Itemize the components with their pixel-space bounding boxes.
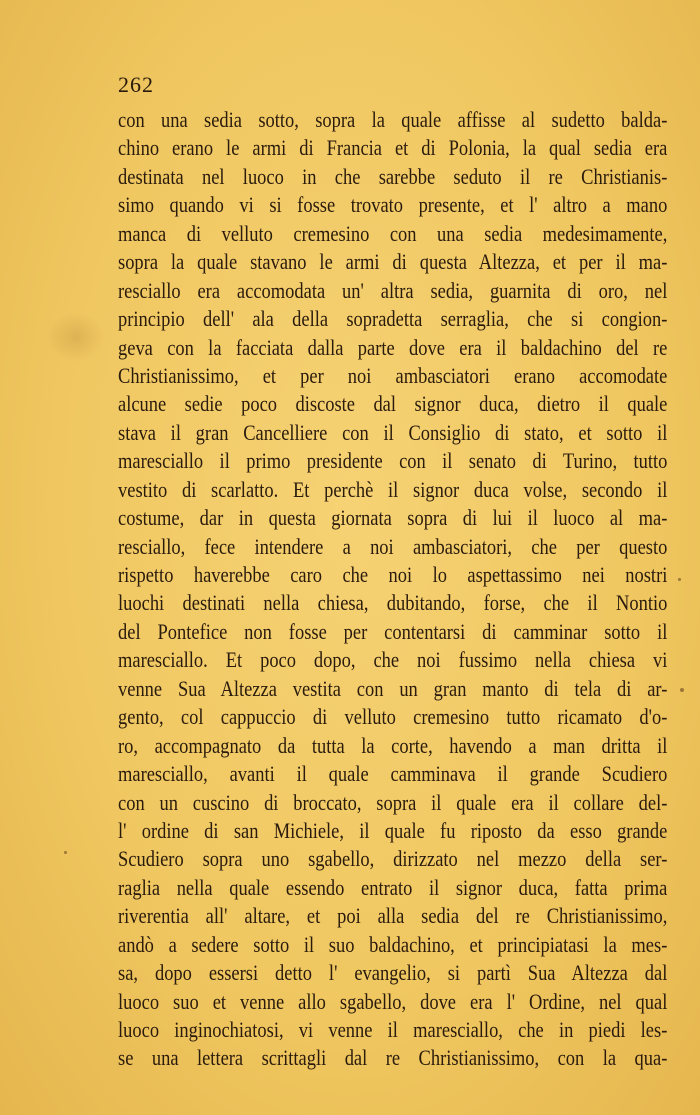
text-line: resciallo, fece intendere a noi ambasciatori, che per questo [118, 533, 668, 559]
text-line: destinata nel luoco in che sarebbe seduto il re Christianis- [118, 163, 668, 189]
text-line: venne Sua Altezza vestita con un gran manto di tela di ar- [118, 675, 668, 701]
ink-speck [64, 851, 67, 854]
text-line: gento, col cappuccio di velluto cremesino tutto ricamato d'o- [118, 704, 668, 730]
text-line: ro, accompagnato da tutta la corte, havendo a man dritta il [118, 732, 668, 758]
text-line: rispetto haverebbe caro che noi lo aspettassimo nei nostri [118, 562, 668, 587]
text-line: costume, dar in questa giornata sopra di lui il luoco al ma- [118, 505, 668, 531]
page-number: 262 [118, 72, 154, 97]
text-line: vestito di scarlatto. Et perchè il signor duca volse, secondo il [118, 476, 668, 502]
text-line: l' ordine di san Michiele, il quale fu riposto da esso grande [118, 817, 668, 843]
text-line: geva con la facciata dalla parte dove era il baldachino del re [118, 334, 668, 360]
text-line: con un cuscino di broccato, sopra il quale era il collare del- [118, 789, 668, 815]
text-line: luochi destinati nella chiesa, dubitando, forse, che il Nontio [118, 590, 668, 616]
text-line: manca di velluto cremesino con una sedia medesimamente, [118, 220, 668, 246]
text-line: principio dell' ala della sopradetta serraglia, che si congion- [118, 306, 668, 332]
text-line: maresciallo. Et poco dopo, che noi fussimo nella chiesa vi [118, 647, 668, 673]
text-line: sopra la quale stavano le armi di questa Altezza, et per il ma- [118, 249, 668, 275]
text-line: maresciallo il primo presidente con il senato di Turino, tutto [118, 448, 668, 474]
text-line: luoco suo et venne allo sgabello, dove era l' Ordine, nel qual [118, 988, 668, 1014]
text-line: luoco inginochiatosi, vi venne il maresciallo, che in piedi les- [118, 1017, 668, 1042]
text-line: Christianissimo, et per noi ambasciatori erano accomodate [118, 362, 668, 388]
text-line: se una lettera scrittagli dal re Christianissimo, con la qua- [118, 1045, 668, 1071]
text-line: simo quando vi si fosse trovato presente, et l' altro a mano [118, 192, 668, 218]
body-text [118, 106, 668, 1073]
text-line: andò a sedere sotto il suo baldachino, et principiatasi la mes- [118, 931, 668, 957]
text-line: maresciallo, avanti il quale camminava il grande Scudiero [118, 761, 668, 787]
ink-speck [678, 578, 681, 581]
text-line: del Pontefice non fosse per contentarsi di camminar sotto il [118, 618, 668, 644]
text-line: stava il gran Cancelliere con il Consiglio di stato, et sotto il [118, 419, 668, 445]
text-line: raglia nella quale essendo entrato il signor duca, fatta prima [118, 874, 668, 900]
text-line: Scudiero sopra uno sgabello, dirizzato nel mezzo della ser- [118, 846, 668, 872]
ink-speck [680, 688, 684, 692]
text-line: alcune sedie poco discoste dal signor duca, dietro il quale [118, 391, 668, 417]
text-line: resciallo era accomodata un' altra sedia, guarnita di oro, nel [118, 277, 668, 303]
text-line: riverentia all' altare, et poi alla sedia del re Christianissimo, [118, 903, 668, 929]
text-line: con una sedia sotto, sopra la quale affisse al sudetto balda- [118, 107, 668, 132]
text-line: chino erano le armi di Francia et di Polonia, la qual sedia era [118, 135, 668, 161]
paper-stain [46, 312, 106, 362]
text-line: sa, dopo essersi detto l' evangelio, si partì Sua Altezza dal [118, 960, 668, 986]
